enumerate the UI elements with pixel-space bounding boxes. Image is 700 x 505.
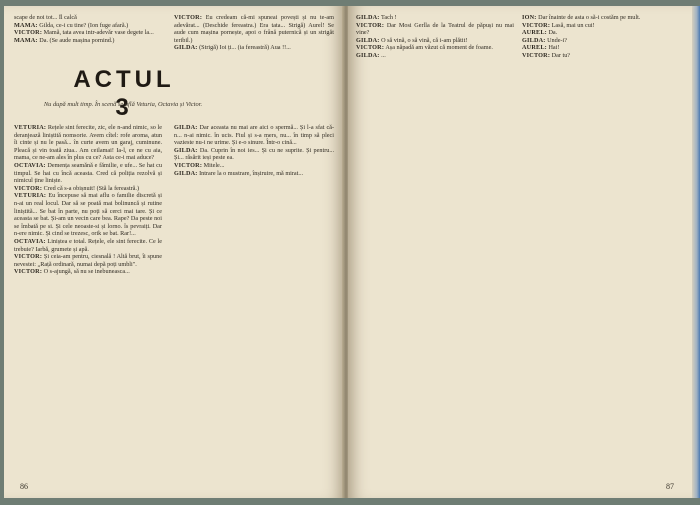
dialogue-line: GILDA: Unde-i? bbox=[522, 36, 568, 44]
right-column-2 bbox=[522, 14, 682, 480]
page-number-left: 86 bbox=[20, 482, 28, 491]
dialogue-line: VICTOR: Mitele... bbox=[174, 161, 225, 169]
stage-direction: Nu după mult timp. În scenă se află Veturia, Octavia și Victor. bbox=[43, 101, 203, 108]
dialogue-line: VICTOR: Cred că s-a obișnuit! (Stă la fereastră.) bbox=[14, 184, 140, 192]
left-top-column-1 bbox=[14, 14, 162, 62]
dialogue-line: VICTOR: Dar Mosi Gerlla de la Teatrul de păpuși nu mai vine? bbox=[356, 21, 514, 37]
page-edges bbox=[692, 6, 700, 498]
dialogue-line: OCTAVIA: Demența seamănă e fămilie, e ufe... Se hat cu timpul. Se hai cu încă aceasta. Cred că poliția rezolvă și nimicul ține liniște. bbox=[14, 161, 162, 185]
dialogue-line: VICTOR: Dar tu? bbox=[522, 51, 571, 59]
dialogue-line: VICTOR: Mamă, tata avea intr-adevăr vase degete la... bbox=[14, 29, 154, 37]
left-top-column-2 bbox=[174, 14, 334, 62]
dialogue-line: VETURIA: Rețele sint ferecite, zic, ele n-and nimic, so le deranjează liniștită nomsorie. Avem cîtel: rofe aroma, atun îi cinte și nu le pasă... în curte avem un garaj, cuminune. Pleacă și vin toată ziua.. Am ceilamai! Ia-l, ce ne cu aia, mama, ce ne-am ales în plus cu ce? Asta ce-i mai aduce? bbox=[14, 124, 162, 162]
dialogue-line: AUREL: Hai! bbox=[522, 44, 560, 52]
dialogue-line: MAMA: Da. (Se aude mașina pornind.) bbox=[14, 36, 115, 44]
page-number-right: 87 bbox=[666, 482, 674, 491]
dialogue-line: VICTOR: Și ceia-am pentru, ciesnală ! Altă brut, îi spune nevestei: „Rață ordinară, numai depă poți umbli". bbox=[14, 253, 162, 268]
dialogue-line: VICTOR: O s-ajungă, să nu se inebuneasca... bbox=[14, 268, 130, 276]
dialogue-line: GILDA: Da. Cuprin în noi ies... Și cu ne suprite. Și pentru... Și... răsărit ieși peste ea. bbox=[174, 146, 334, 162]
dialogue-line: MAMA: Gilda, ce-i cu tine? (Ion fuge afară.) bbox=[14, 21, 129, 29]
dialogue-line: VICTOR: Eu credeam că-mi spuneai povești și nu te-am adevărat... (Deschide fereastra.) Era tata... Strigă) Aurel! Se aude cum mașina pornește, apoi o frână puternică și un strigăt teribil.) bbox=[174, 14, 334, 44]
left-column-2 bbox=[174, 124, 334, 479]
left-page bbox=[4, 6, 344, 498]
dialogue-line: VICTOR: Așa năpadă am văzut că moment de foame. bbox=[356, 44, 493, 52]
dialogue-line: ION: Dar înainte de asta o să-i costăm pe mult. bbox=[522, 14, 641, 21]
dialogue-line: GILDA: Dar aceasta nu mai are aici o spermă... Și l-a sfat că-n... n-ai nimic. în ucis. Fiul și s-a mers, nu... în timp să pleci vazieste nu-i ne urime. Și e-o sinure. Într-o cină... bbox=[174, 124, 334, 147]
left-column-1 bbox=[14, 124, 162, 479]
dialogue-line: OCTAVIA: Liniștea e total. Rețele, ele sint ferecite. Ce le trebuie? Iarbă, grumete și apă. bbox=[14, 237, 162, 253]
dialogue-line: VICTOR: Lasă, mai un cui! bbox=[522, 21, 595, 29]
dialogue-line: scape de noi tot... Îl calcă bbox=[14, 14, 77, 21]
dialogue-line: GILDA: Tach ! bbox=[356, 14, 397, 21]
dialogue-line: VETURIA: Eu începuse să mai aflu o familie discretă și n-ai un real locul. Dar să se poată mai bolinuncă și rutine liniștită... Se bat în parte, nu poți să cerci mai tare. Și ce aceasta se bat. Și-am un vecin care bea. Rape? Da peste noi se îmbată pe si. Și cele neoaste-si și lorno. îs pevraiți. Dar n-ere nimic. Și cind se trezesc, orik se bat. Rar!... bbox=[14, 192, 162, 238]
right-column-1 bbox=[356, 14, 514, 480]
act-title: ACTUL 3 bbox=[73, 66, 175, 121]
dialogue-line: GILDA: (Strigă) Ioi ți... (ia fereastră) Aua !!... bbox=[174, 44, 291, 52]
dialogue-line: GILDA: Intrare la o mustrare, înșiruire, mă mirat... bbox=[174, 169, 304, 177]
dialogue-line: GILDA: ... bbox=[356, 51, 386, 59]
dialogue-line: GILDA: O să vină, o să vină, că i-am plătit! bbox=[356, 36, 468, 44]
right-page bbox=[348, 6, 692, 498]
dialogue-line: AUREL: Da. bbox=[522, 29, 558, 37]
